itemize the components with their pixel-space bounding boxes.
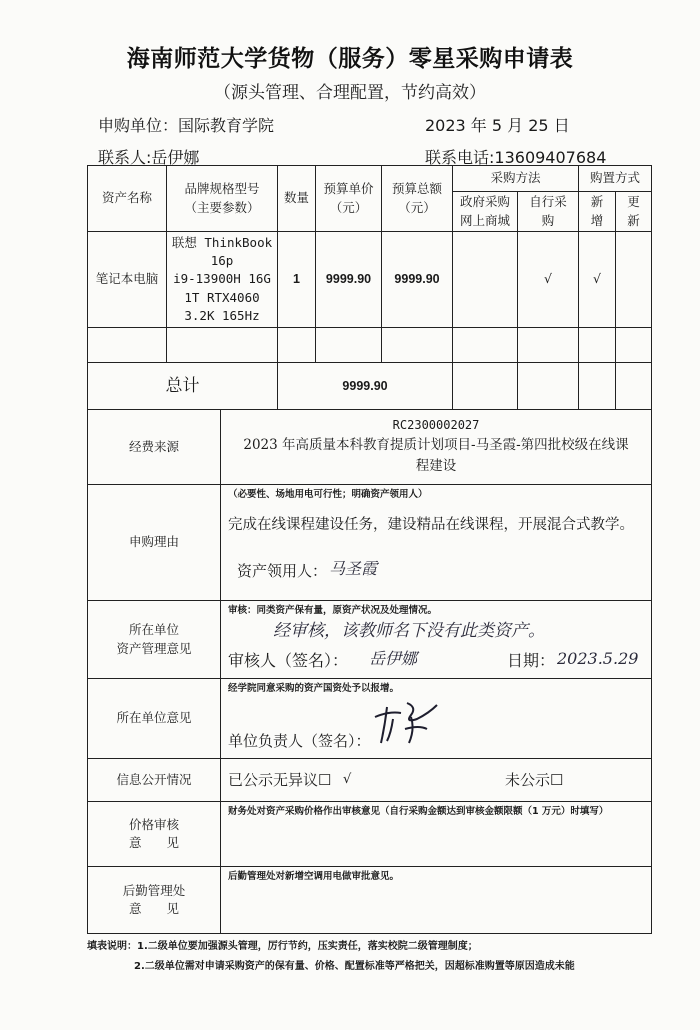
empty-cell [453,363,518,410]
col-type-renew-line2: 新 [627,212,640,228]
notes-line1: 填表说明：1.二级单位要加强源头管理，厉行节约，压实责任，落实校院二级管理制度； [87,941,478,952]
cell-method-gov [453,232,518,328]
price-review-hint: 财务处对资产采购价格作出审核意见（自行采购金额达到审核金额限额（1 万元）时填写） [228,806,609,817]
col-method-self-line2: 购 [541,212,555,228]
col-unit-price-line2: （元） [329,199,368,215]
total-value: 9999.90 [278,363,453,410]
col-asset-name: 资产名称 [88,166,167,232]
spec-line: 1T RTX4060 [184,289,260,305]
cell-type-renew [616,232,652,328]
department-field [98,113,274,136]
empty-cell [616,363,652,410]
asset-mgmt-comment: 经审核，该教师名下没有此类资产。 [273,621,545,641]
col-method-gov-line2: 网上商城 [460,212,511,228]
funding-label: 经费来源 [88,410,221,485]
unit-opinion-hint: 经学院同意采购的资产国资处予以报增。 [228,683,400,694]
spec-line: 16p [210,253,234,269]
table-row [88,232,652,328]
unit-head-signature-icon [371,699,441,747]
recipient-label: 资产领用人： [237,562,328,580]
logistics-label [88,867,221,934]
col-method-self-line1: 自行采 [529,194,567,210]
unit-opinion-row [88,679,652,759]
empty-cell [382,328,453,363]
asset-mgmt-hint: 审核：同类资产保有量，原资产状况及处理情况。 [228,605,438,616]
col-unit-price-line1: 预算单价 [323,181,374,197]
col-spec-line1: 品牌规格型号 [184,181,260,197]
funding-content [221,410,652,485]
disclosure-row [88,759,652,802]
reviewer-signature: 岳伊娜 [369,649,418,668]
funding-code: RC2300002027 [392,418,480,433]
price-review-content [221,802,652,867]
cell-method-self-check: √ [518,232,579,328]
department-label: 申购单位： [98,116,179,135]
price-review-label-line1: 价格审核 [128,816,179,832]
asset-mgmt-label [88,601,221,679]
phone-label: 联系电话: [425,148,495,167]
cell-quantity: 1 [278,232,316,328]
cell-spec [167,232,278,328]
empty-cell [88,328,167,363]
recipient-signature: 马圣霞 [329,559,378,578]
empty-cell [453,328,518,363]
reason-label: 申购理由 [88,485,221,601]
col-type-new [579,192,616,232]
col-method-gov-line1: 政府采购 [460,194,511,210]
form-subtitle: （源头管理、合理配置，节约高效） [214,83,486,103]
col-method-self [518,192,579,232]
form-title: 海南师范大学货物（服务）零星采购申请表 [126,46,574,72]
spec-line: 联想 ThinkBook [171,235,273,251]
reason-hint: （必要性、场地用电可行性；明确资产领用人） [228,489,428,500]
empty-cell [278,328,316,363]
logistics-label-line1: 后勤管理处 [122,882,186,898]
unit-opinion-content [221,679,652,759]
funding-project-line2: 程建设 [415,457,457,474]
disclosure-content [221,759,652,802]
price-review-label [88,802,221,867]
contact-value: 岳伊娜 [151,148,200,167]
asset-mgmt-label-line2: 资产管理意见 [116,640,192,656]
disclosure-label: 信息公开情况 [88,759,221,802]
empty-cell [518,328,579,363]
col-type-new-line1: 新 [590,194,604,210]
empty-cell [167,328,278,363]
phone-value: 13609407684 [494,148,607,167]
col-method-gov [453,192,518,232]
col-spec [167,166,278,232]
procurement-form-table [87,165,652,934]
empty-cell [316,328,382,363]
col-spec-line2: （主要参数） [184,199,260,215]
contact-label: 联系人: [98,148,152,167]
empty-cell [579,363,616,410]
cell-asset-name: 笔记本电脑 [88,232,167,328]
review-date-value: 2023.5.29 [557,649,639,668]
asset-mgmt-label-line1: 所在单位 [128,622,179,638]
col-quantity: 数量 [278,166,316,232]
col-total-line2: （元） [398,199,436,215]
unit-head-label: 单位负责人（签名）： [228,732,371,750]
notes-line2: 2.二级单位需对申请采购资产的保有量、价格、配置标准等严格把关，因超标准购置等原因造成未能 [134,961,575,972]
col-total [382,166,453,232]
total-row [88,363,652,410]
table-row-empty [88,328,652,363]
logistics-row [88,867,652,934]
form-notes [87,937,575,977]
disclosure-published-option[interactable]: 已公示无异议☐ [228,771,332,789]
unit-opinion-label: 所在单位意见 [88,679,221,759]
spec-line: i9-13900H 16G [173,271,271,287]
col-type-renew [616,192,652,232]
empty-cell [579,328,616,363]
col-purchase-type: 购置方式 [579,166,652,192]
asset-mgmt-content [221,601,652,679]
cell-type-new-check: √ [579,232,616,328]
col-unit-price [316,166,382,232]
asset-mgmt-row [88,601,652,679]
reviewer-label: 审核人（签名）： [228,651,349,670]
review-date-label: 日期： [507,651,556,670]
department-value: 国际教育学院 [178,116,275,135]
col-type-renew-line1: 更 [627,194,640,210]
col-total-line1: 预算总额 [392,181,443,197]
spec-line: 3.2K 165Hz [184,307,260,323]
cell-total: 9999.90 [382,232,453,328]
cell-unit-price: 9999.90 [316,232,382,328]
empty-cell [518,363,579,410]
empty-cell [616,328,652,363]
application-date: 2023 年 5 月 25 日 [425,116,570,135]
logistics-content [221,867,652,934]
logistics-label-line2: 意 见 [128,901,179,916]
reason-row [88,485,652,601]
reason-text: 完成在线课程建设任务，建设精品在线课程，开展混合式教学。 [228,517,634,533]
funding-row [88,410,652,485]
col-type-new-line2: 增 [590,212,604,228]
total-label: 总计 [88,363,278,410]
price-review-label-line2: 意 见 [128,835,179,850]
reason-content [221,485,652,601]
col-method: 采购方法 [453,166,579,192]
disclosure-unpublished-option[interactable]: 未公示☐ [505,771,564,789]
funding-project-line1: 2023 年高质量本科教育提质计划项目-马圣霞-第四批校级在线课 [243,436,629,453]
disclosure-published-check: √ [343,772,352,787]
price-review-row [88,802,652,867]
logistics-hint: 后勤管理处对新增空调用电做审批意见。 [228,871,400,882]
